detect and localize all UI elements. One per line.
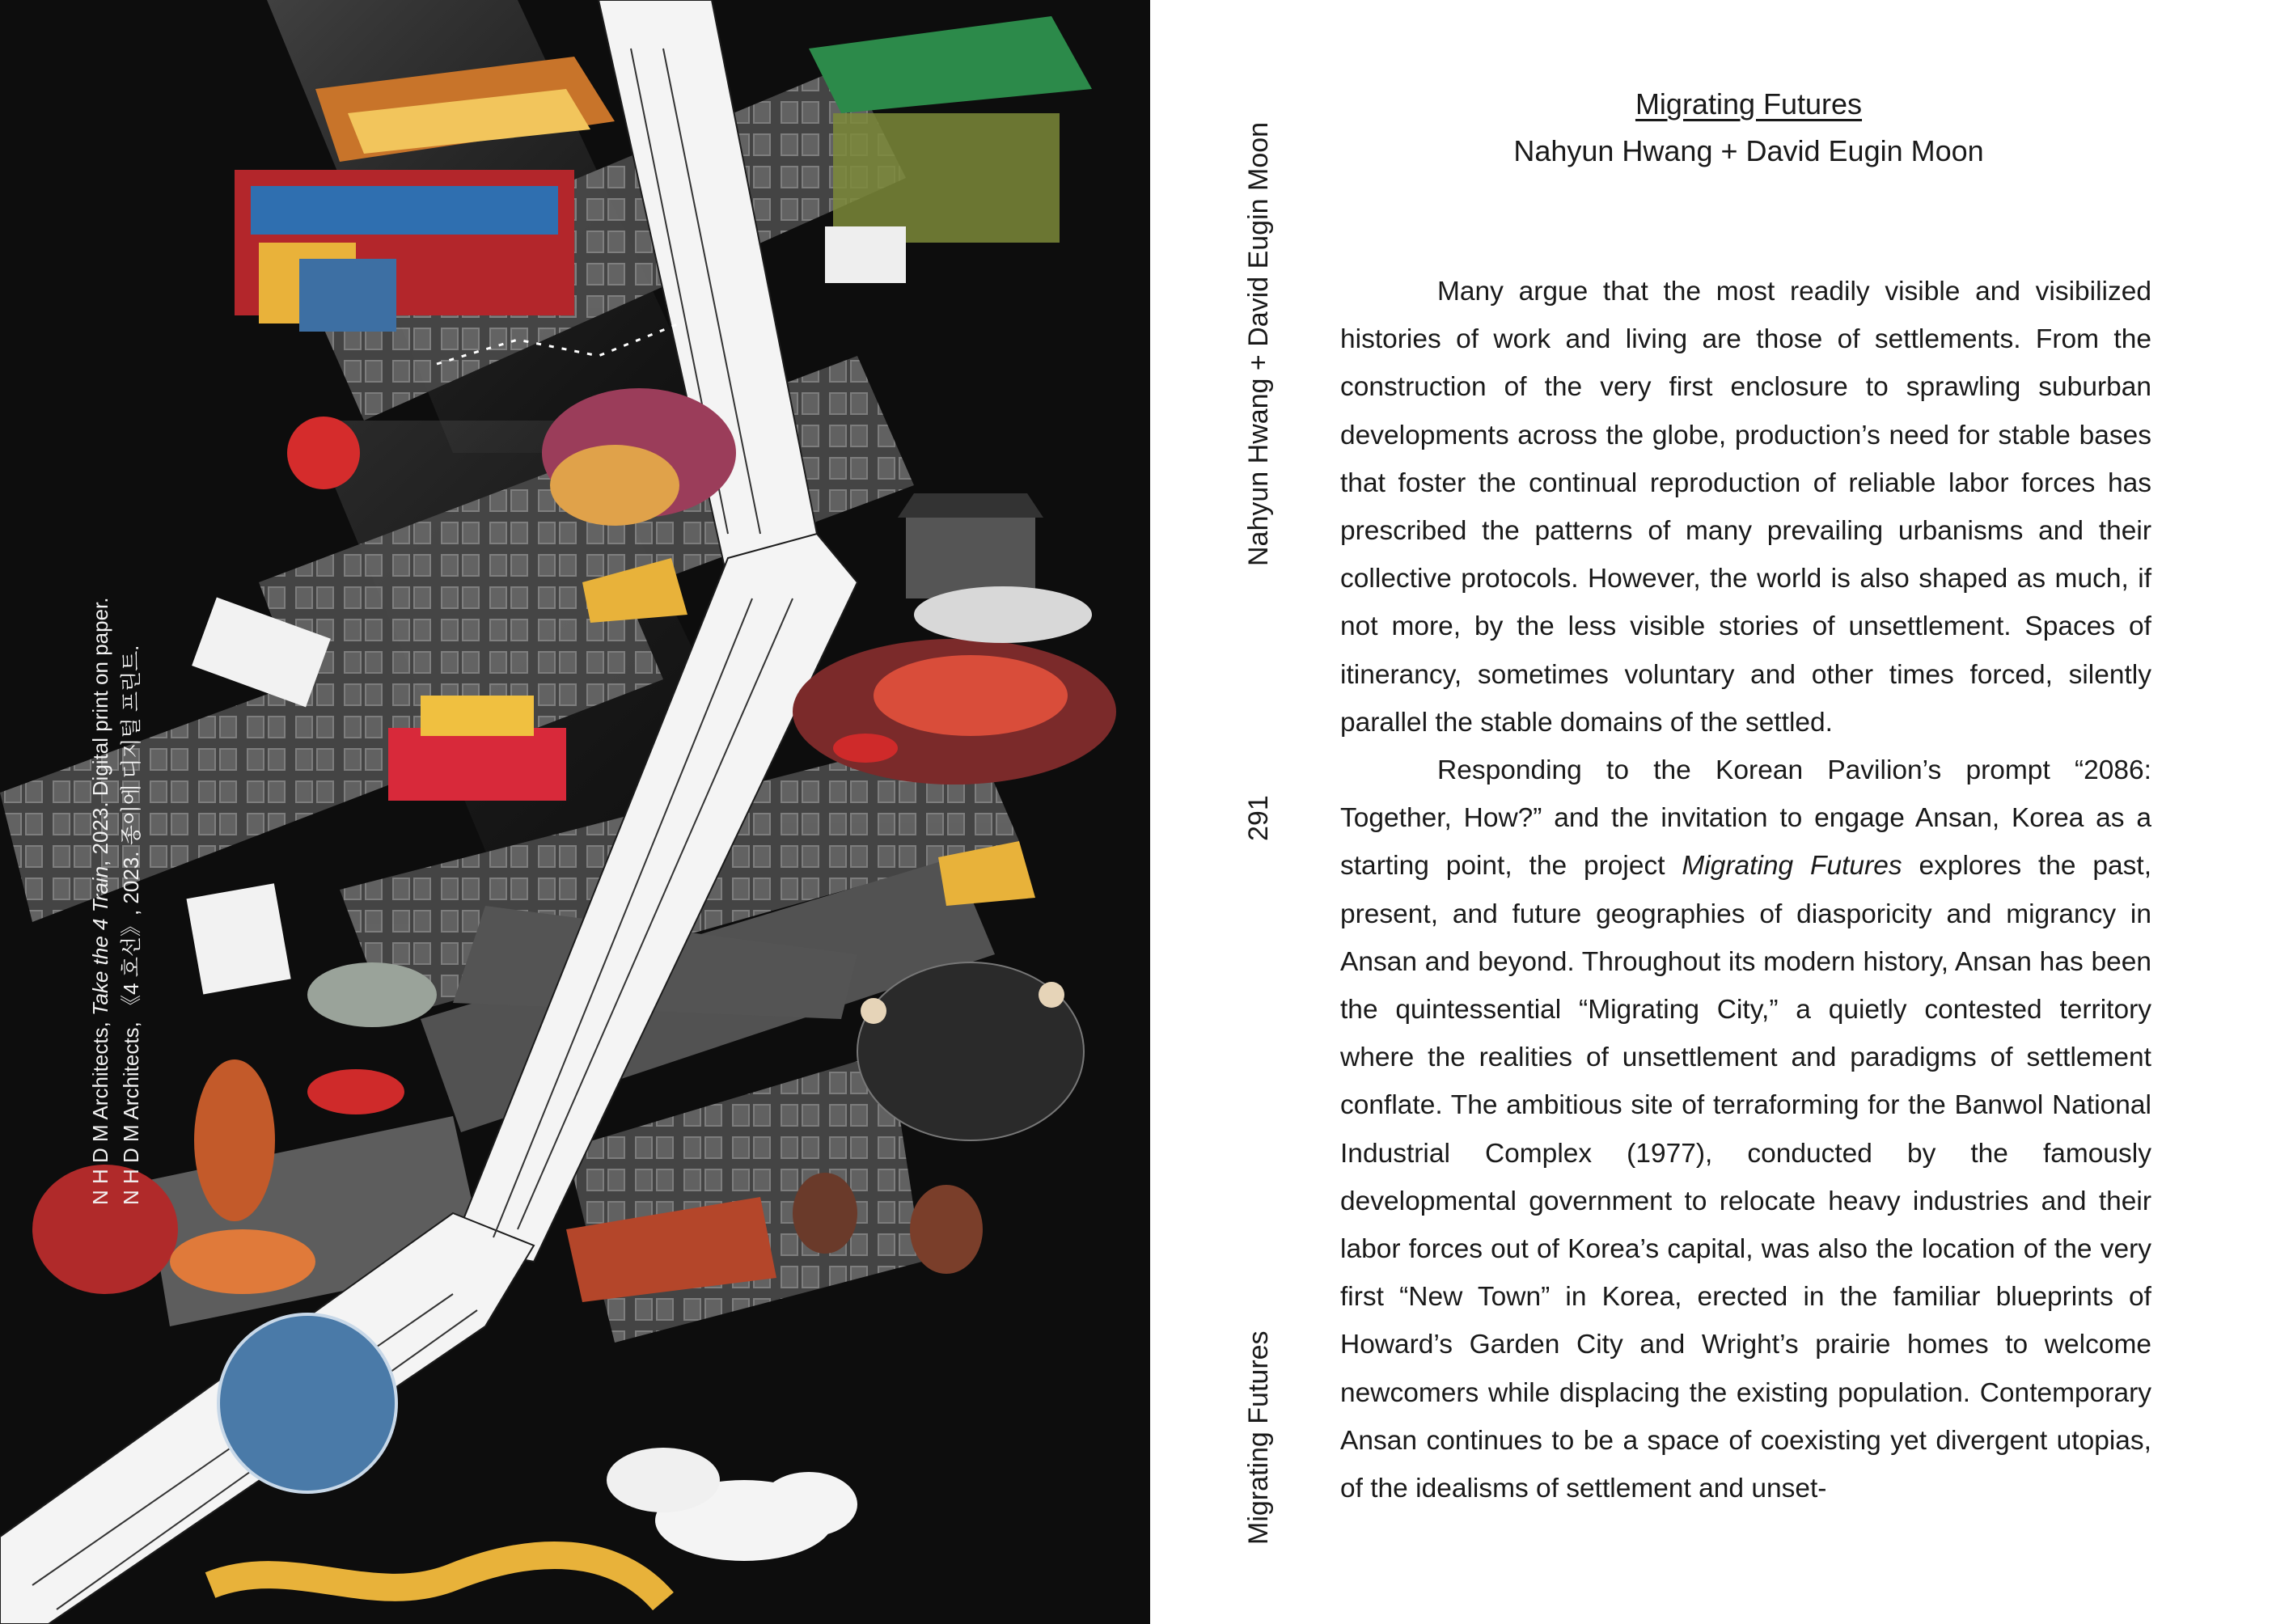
essay-body [1340, 268, 2151, 1512]
page-number: 291 [1243, 795, 1274, 841]
paragraph-2 [1340, 746, 2151, 1512]
essay-title: Migrating Futures [1635, 87, 1863, 121]
paragraph-1: Many argue that the most readily visible and visibilized histories of work and living are those of settlements. From the construction of the very first enclosure to sprawling suburban developments across the globe, production’s need for stable bases that foster the continual reproduction of reliable labor forces has prescribed the patterns of many prevailing urbanisms and their collective protocols. However, the world is also shaped as much, if not more, by the less visible stories of unsettlement. Spaces of itinerancy, sometimes voluntary and other times forced, silently parallel the stable domains of the settled. [1340, 277, 2151, 738]
image-caption [85, 493, 146, 1205]
caption-english-suffix: , 2023. Digital print on paper. [88, 597, 112, 866]
paragraph-2-part-b: explores the past, present, and future geographies of diasporicity and migrancy in Ansan and beyond. Throughout its modern history, Ansan has been the quintessential “Migrating City,” a quietly contested territory where the realities of unsettlement and paradigms of settlement conflate. The ambitious site of terraforming for the Banwol National Industrial Complex (1977), conducted by the famously developmental government to relocate heavy industries and their labor forces out of Korea’s capital, was also the location of the very first “New Town” in Korea, erected in the familiar blueprints of Howard’s Garden City and Wright’s prairie homes to welcome newcomers while displacing the existing population. Contemporary Ansan continues to be a space of coexisting yet divergent utopias, of the idealisms of settlement and unset- [1340, 851, 2151, 1504]
caption-korean: N H D M Architects, 《4 호선》, 2023. 종이에 디지털 프린트. [119, 645, 143, 1205]
caption-artwork-title: Take the 4 Train [88, 865, 112, 1016]
paragraph-2-part-a: Responding to the Korean Pavilion’s prompt “2086: Together, How?” and the invitation to engage Ansan, Korea as a starting point, the project [1340, 755, 2151, 882]
essay-heading [1312, 81, 2185, 175]
essay-authors: Nahyun Hwang + David Eugin Moon [1513, 134, 1984, 167]
project-title-italic: Migrating Futures [1682, 851, 1902, 882]
caption-english [85, 493, 116, 1205]
running-header-title: Migrating Futures [1243, 1330, 1274, 1545]
running-header-author: Nahyun Hwang + David Eugin Moon [1243, 121, 1274, 566]
caption-english-prefix: N H D M Architects, [88, 1015, 112, 1205]
